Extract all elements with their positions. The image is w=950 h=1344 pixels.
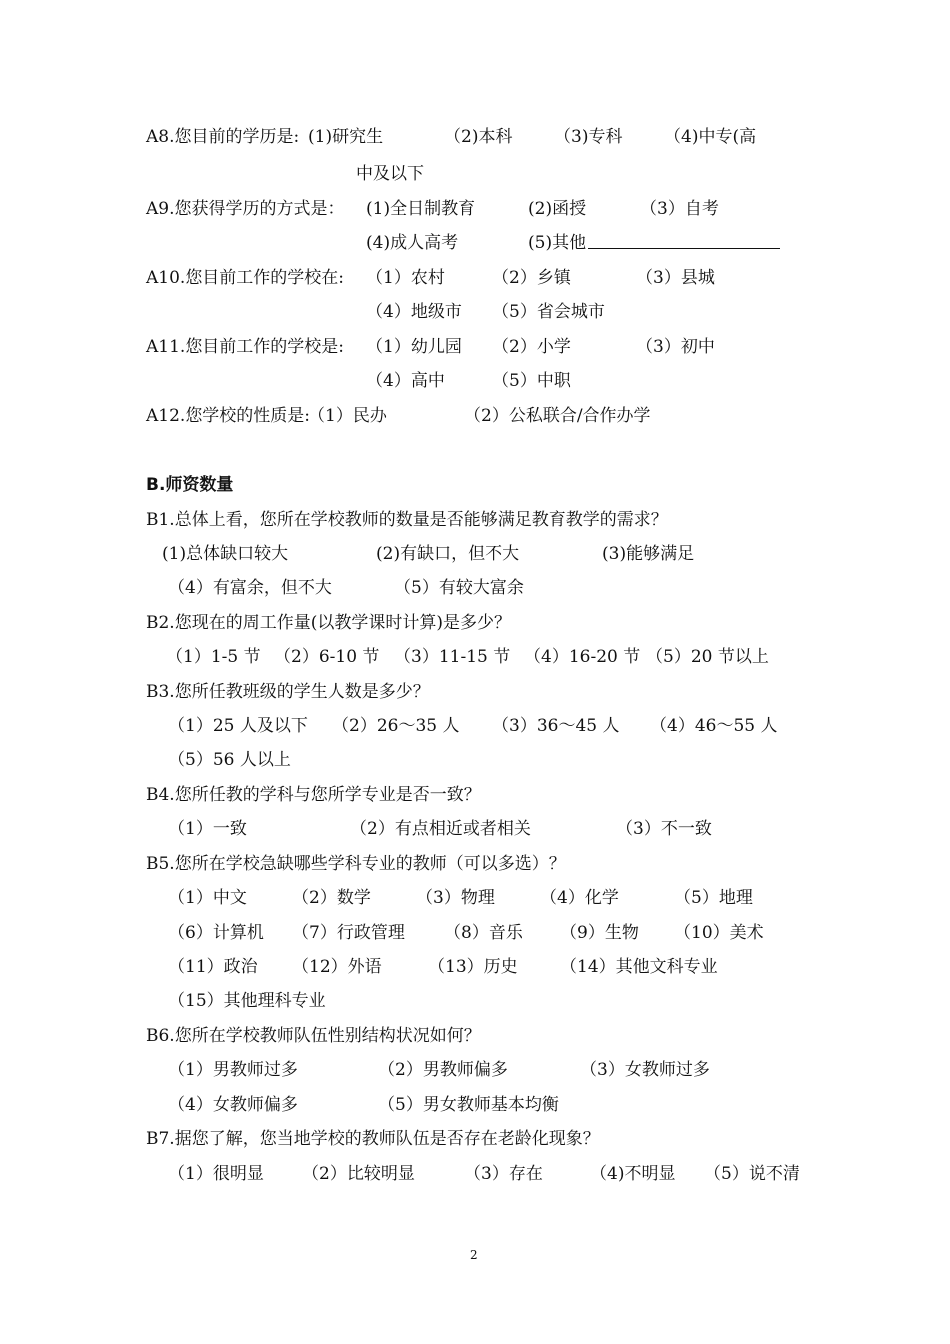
option[interactable]: （2）比较明显 bbox=[302, 1164, 415, 1184]
section-heading: B.师资数量 bbox=[146, 475, 234, 495]
option[interactable]: （5）有较大富余 bbox=[394, 578, 524, 598]
option[interactable]: （1）一致 bbox=[168, 819, 247, 839]
option[interactable]: （2）乡镇 bbox=[492, 268, 571, 288]
option[interactable]: （2）6-10 节 bbox=[274, 647, 380, 667]
option[interactable]: （3）物理 bbox=[416, 888, 495, 908]
option[interactable]: （3)专科 bbox=[554, 127, 623, 147]
option[interactable]: （4）16-20 节 bbox=[524, 647, 641, 667]
question-text: B5.您所在学校急缺哪些学科专业的教师（可以多选）？ bbox=[146, 854, 566, 874]
option[interactable]: （4）有富余，但不大 bbox=[168, 578, 332, 598]
option-label: (5)其他 bbox=[528, 233, 587, 253]
option[interactable]: (2)有缺口，但不大 bbox=[376, 544, 520, 564]
option[interactable]: （1）中文 bbox=[168, 888, 247, 908]
option[interactable]: （1）民办 bbox=[308, 406, 387, 426]
option[interactable]: （9）生物 bbox=[560, 923, 639, 943]
option[interactable]: (3)能够满足 bbox=[602, 544, 695, 564]
page-number: 2 bbox=[470, 1248, 478, 1262]
option[interactable]: （4）化学 bbox=[540, 888, 619, 908]
option[interactable]: （3）存在 bbox=[464, 1164, 543, 1184]
option[interactable]: (1)研究生 bbox=[308, 127, 384, 147]
option[interactable]: （1）很明显 bbox=[168, 1164, 264, 1184]
option[interactable]: （3）11-15 节 bbox=[394, 647, 511, 667]
option[interactable]: （3）36～45 人 bbox=[492, 716, 620, 736]
question-text: B6.您所在学校教师队伍性别结构状况如何？ bbox=[146, 1026, 481, 1046]
option[interactable]: （5）56 人以上 bbox=[168, 750, 291, 770]
option[interactable]: (4)成人高考 bbox=[366, 233, 459, 253]
option-other[interactable] bbox=[528, 232, 586, 254]
option[interactable]: （12）外语 bbox=[292, 957, 382, 977]
option[interactable]: （2)本科 bbox=[444, 127, 513, 147]
option[interactable]: （5）男女教师基本均衡 bbox=[378, 1095, 559, 1115]
option[interactable]: （15）其他理科专业 bbox=[168, 991, 326, 1011]
option[interactable]: （3）女教师过多 bbox=[580, 1060, 710, 1080]
option[interactable]: （1）农村 bbox=[366, 268, 445, 288]
option[interactable]: （4)中专(高 bbox=[664, 127, 757, 147]
option-continuation: 中及以下 bbox=[356, 164, 424, 184]
question-text: A9.您获得学历的方式是： bbox=[146, 199, 345, 219]
option[interactable]: （4）地级市 bbox=[366, 302, 462, 322]
question-text: B7.据您了解，您当地学校的教师队伍是否存在老龄化现象？ bbox=[146, 1129, 600, 1149]
question-text: B3.您所任教班级的学生人数是多少？ bbox=[146, 682, 430, 702]
option[interactable]: （3）不一致 bbox=[616, 819, 712, 839]
question-text: B1.总体上看，您所在学校教师的数量是否能够满足教育教学的需求？ bbox=[146, 510, 668, 530]
option[interactable]: （5）说不清 bbox=[704, 1164, 800, 1184]
fill-in-blank[interactable] bbox=[588, 232, 780, 249]
option[interactable]: （4）高中 bbox=[366, 371, 445, 391]
option[interactable]: （13）历史 bbox=[428, 957, 518, 977]
option[interactable]: （2）男教师偏多 bbox=[378, 1060, 508, 1080]
option[interactable]: （1）1-5 节 bbox=[166, 647, 261, 667]
option[interactable]: （2）公私联合/合作办学 bbox=[464, 406, 651, 426]
option[interactable]: （2）26～35 人 bbox=[332, 716, 460, 736]
option[interactable]: （4）46～55 人 bbox=[650, 716, 778, 736]
question-text: A12.您学校的性质是: bbox=[146, 406, 311, 426]
option[interactable]: （3）县城 bbox=[636, 268, 715, 288]
question-text: A10.您目前工作的学校在: bbox=[146, 268, 345, 288]
option[interactable]: （5）地理 bbox=[674, 888, 753, 908]
option[interactable]: （1）男教师过多 bbox=[168, 1060, 298, 1080]
option[interactable]: (2)函授 bbox=[528, 199, 587, 219]
option[interactable]: （10）美术 bbox=[674, 923, 764, 943]
question-text: A8.您目前的学历是: bbox=[146, 127, 300, 147]
question-text: B4.您所任教的学科与您所学专业是否一致？ bbox=[146, 785, 481, 805]
question-text: A11.您目前工作的学校是: bbox=[146, 337, 345, 357]
option[interactable]: （2）有点相近或者相关 bbox=[350, 819, 531, 839]
option[interactable]: (1)总体缺口较大 bbox=[162, 544, 289, 564]
option[interactable]: （3）初中 bbox=[636, 337, 715, 357]
option[interactable]: （6）计算机 bbox=[168, 923, 264, 943]
option[interactable]: （4)不明显 bbox=[590, 1164, 676, 1184]
option[interactable]: （7）行政管理 bbox=[292, 923, 405, 943]
option[interactable]: （1）25 人及以下 bbox=[168, 716, 308, 736]
option[interactable]: （8）音乐 bbox=[444, 923, 523, 943]
option[interactable]: （11）政治 bbox=[168, 957, 258, 977]
option[interactable]: （1）幼儿园 bbox=[366, 337, 462, 357]
option[interactable]: （5）20 节以上 bbox=[646, 647, 769, 667]
option[interactable]: （14）其他文科专业 bbox=[560, 957, 718, 977]
option[interactable]: （2）小学 bbox=[492, 337, 571, 357]
option[interactable]: (1)全日制教育 bbox=[366, 199, 476, 219]
option[interactable]: （3）自考 bbox=[640, 199, 719, 219]
option[interactable]: （2）数学 bbox=[292, 888, 371, 908]
option[interactable]: （4）女教师偏多 bbox=[168, 1095, 298, 1115]
question-text: B2.您现在的周工作量(以教学课时计算)是多少？ bbox=[146, 613, 511, 633]
option[interactable]: （5）省会城市 bbox=[492, 302, 605, 322]
option[interactable]: （5）中职 bbox=[492, 371, 571, 391]
